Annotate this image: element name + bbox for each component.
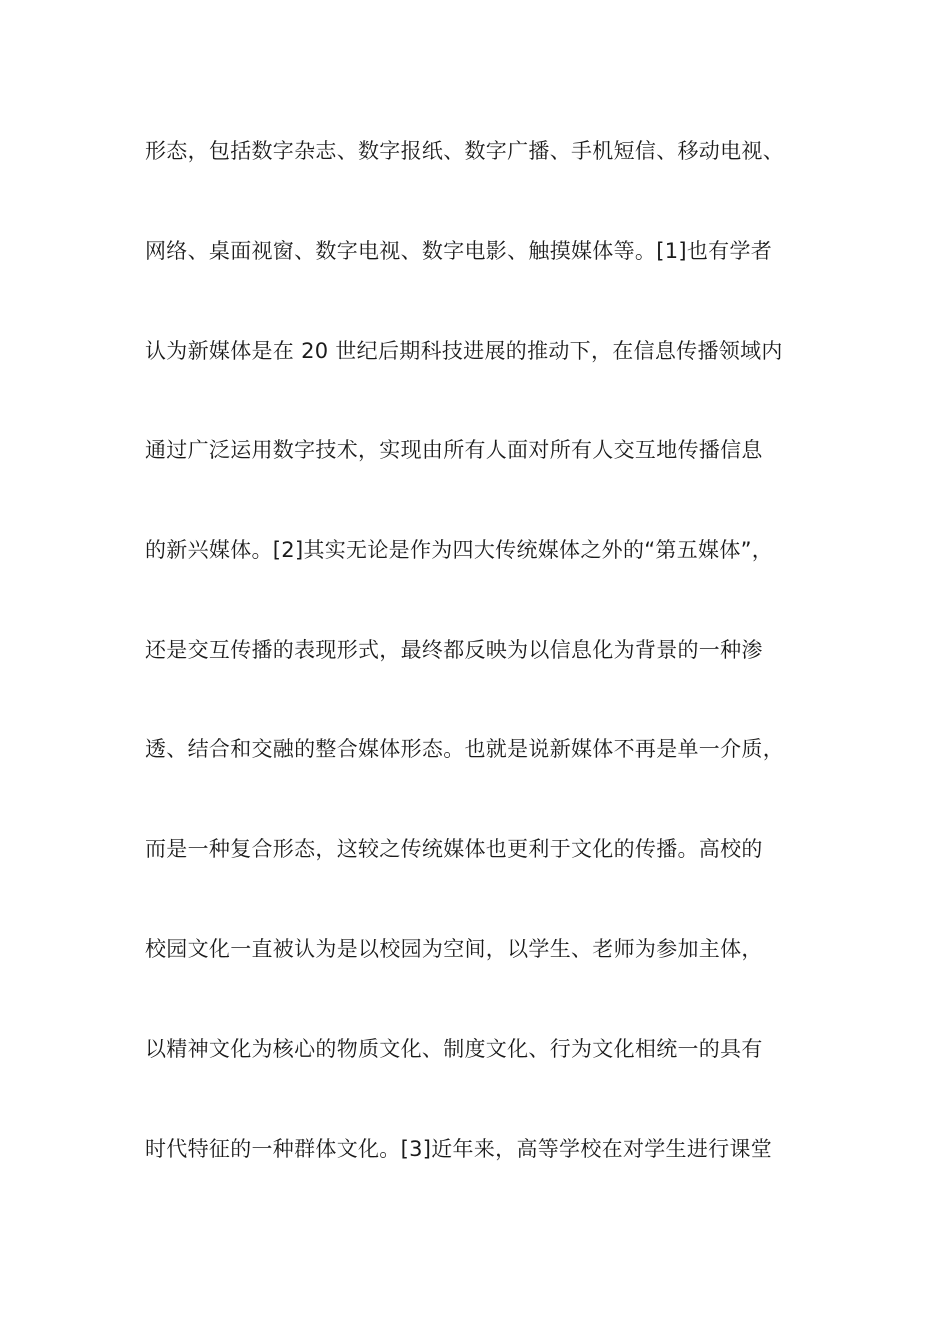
text-line: 形态，包括数字杂志、数字报纸、数字广播、手机短信、移动电视、 bbox=[145, 139, 784, 163]
text-line: 的新兴媒体。[2]其实无论是作为四大传统媒体之外的“第五媒体”， bbox=[145, 538, 774, 562]
text-line: 认为新媒体是在 20 世纪后期科技进展的推动下，在信息传播领域内 bbox=[145, 339, 783, 363]
text-line: 以精神文化为核心的物质文化、制度文化、行为文化相统一的具有 bbox=[145, 1037, 763, 1061]
text-line: 网络、桌面视窗、数字电视、数字电影、触摸媒体等。[1]也有学者 bbox=[145, 239, 773, 263]
text-line: 时代特征的一种群体文化。[3]近年来，高等学校在对学生进行课堂 bbox=[145, 1137, 773, 1161]
text-line: 透、结合和交融的整合媒体形态。也就是说新媒体不再是单一介质， bbox=[145, 737, 784, 761]
text-line: 还是交互传播的表现形式，最终都反映为以信息化为背景的一种渗 bbox=[145, 638, 763, 662]
text-line: 校园文化一直被认为是以校园为空间，以学生、老师为参加主体， bbox=[145, 937, 763, 961]
text-line: 而是一种复合形态，这较之传统媒体也更利于文化的传播。高校的 bbox=[145, 837, 763, 861]
text-line: 通过广泛运用数字技术，实现由所有人面对所有人交互地传播信息 bbox=[145, 438, 763, 462]
